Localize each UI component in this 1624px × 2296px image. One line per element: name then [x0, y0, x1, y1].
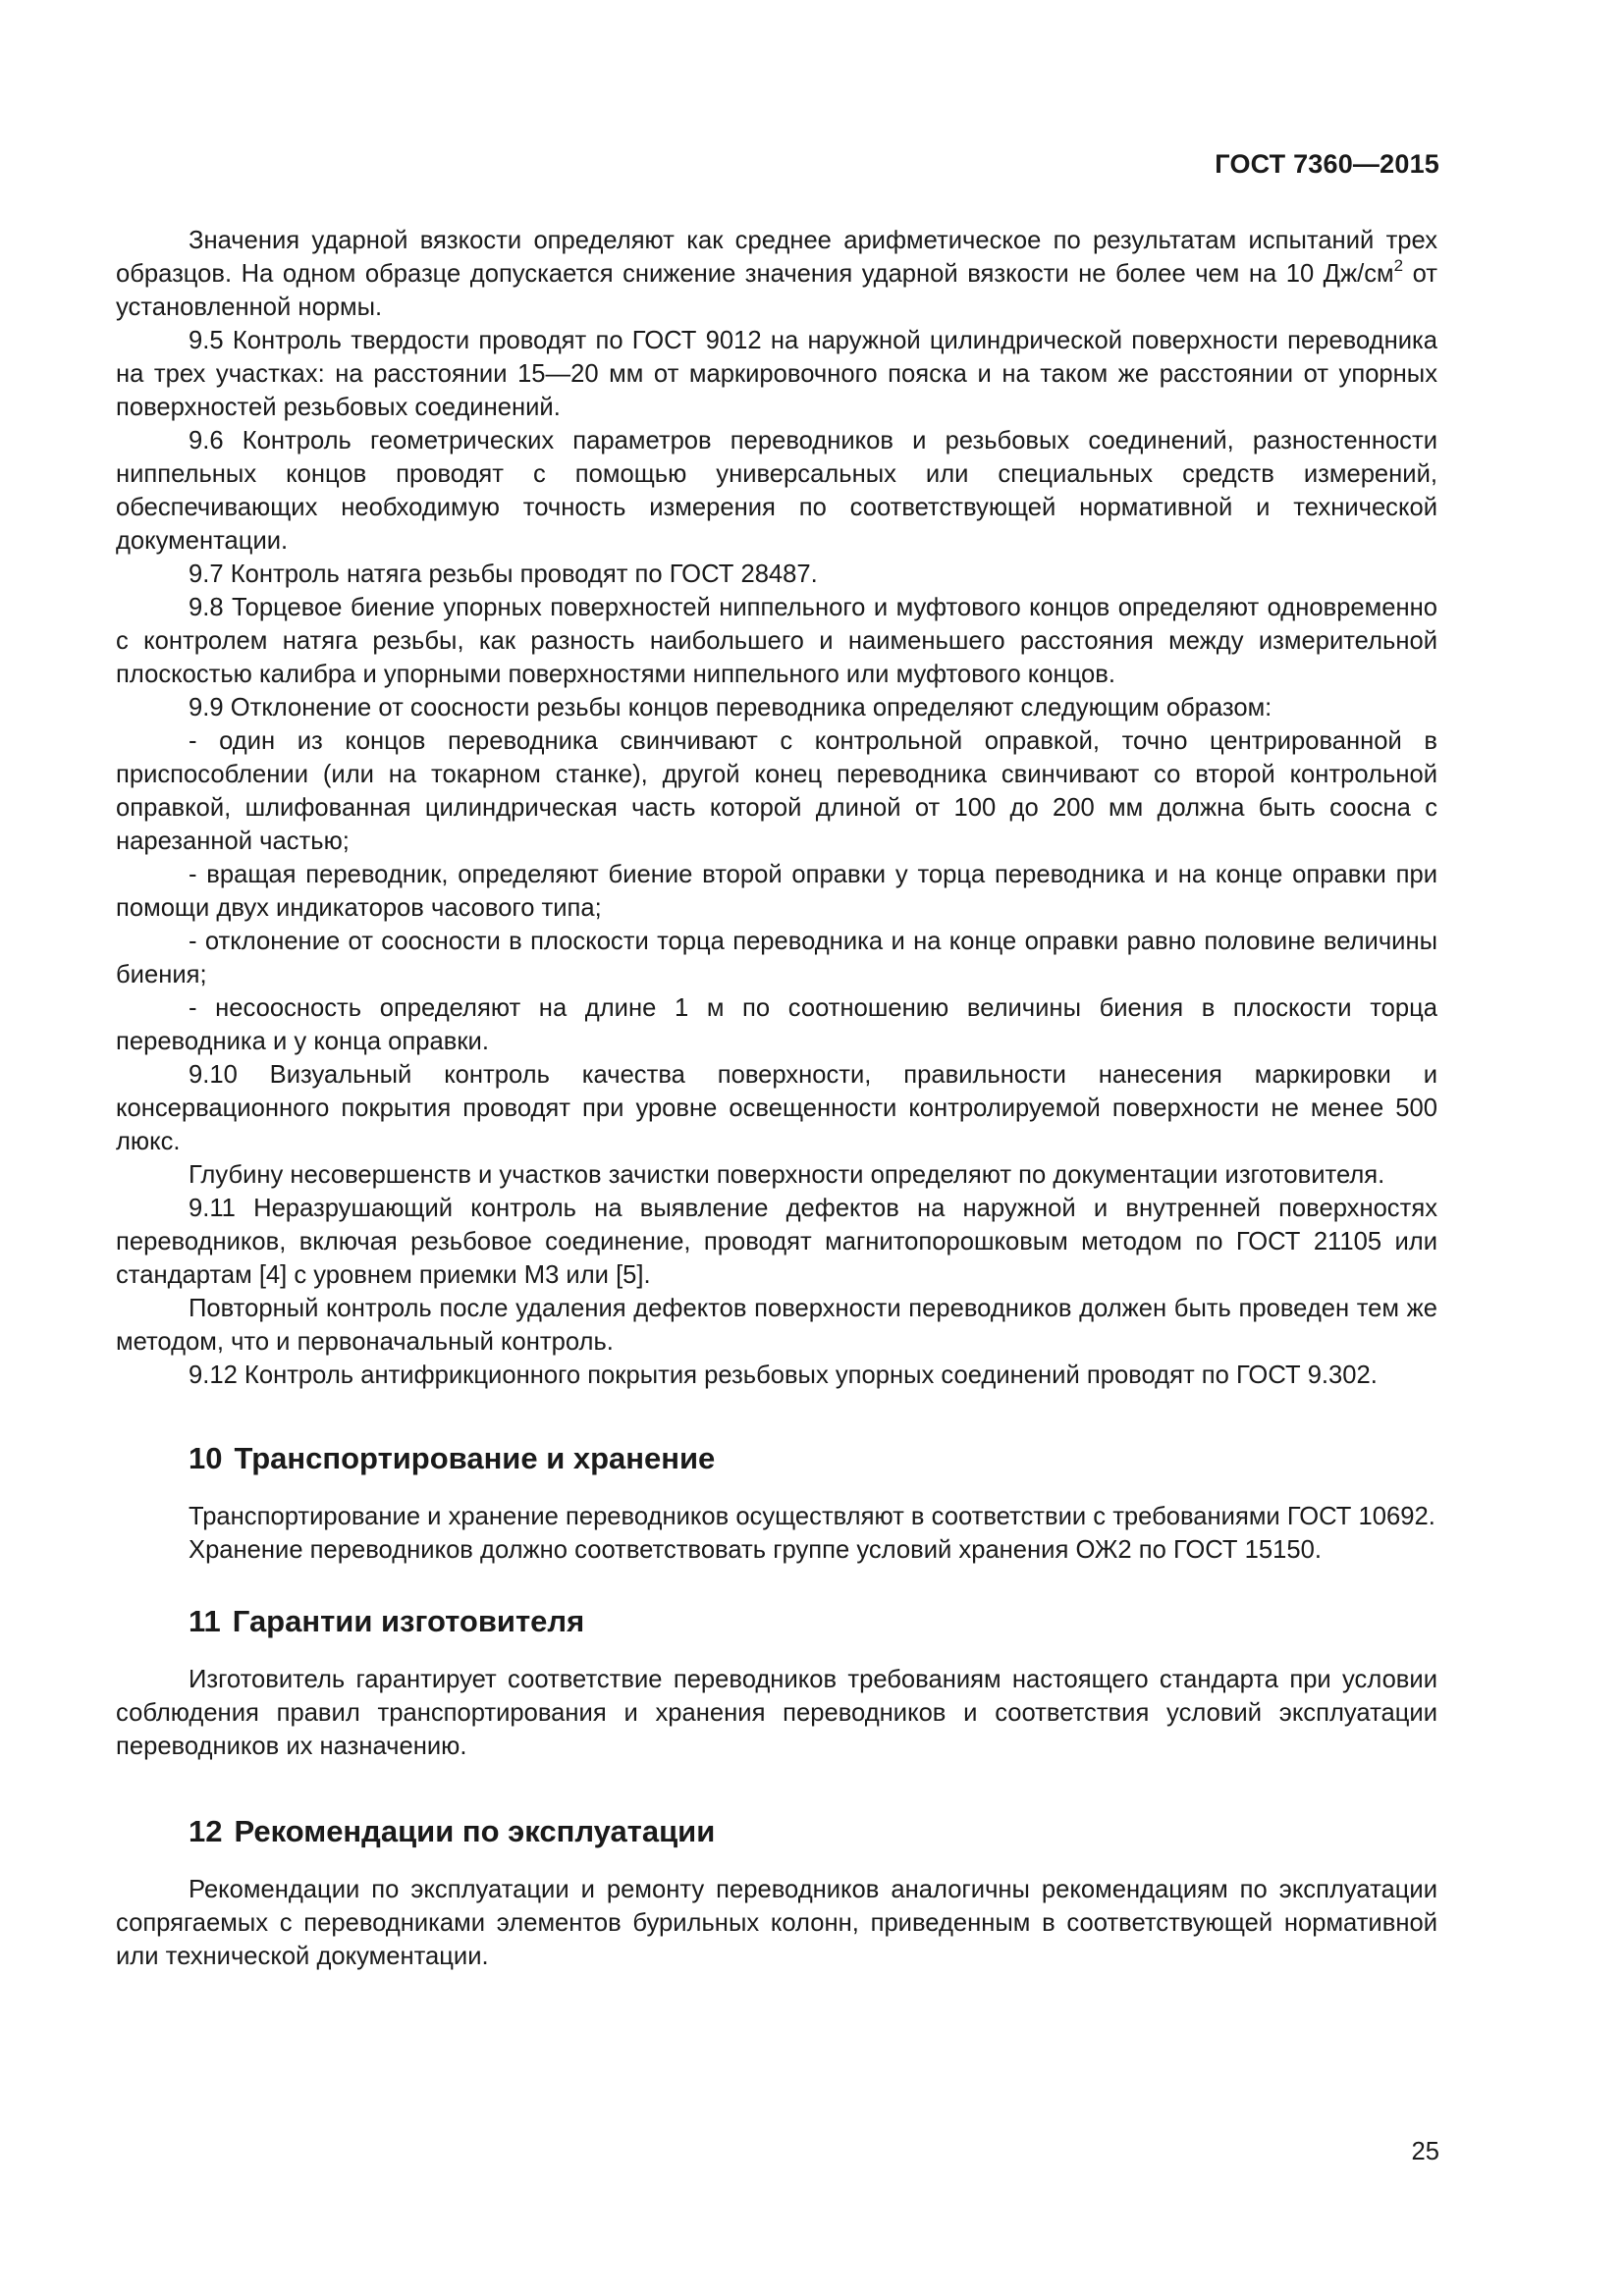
paragraph-9-5: 9.5 Контроль твердости проводят по ГОСТ 9012 на наружной цилиндрической поверхности переводника на трех участках: на расстоянии 15—20 мм от маркировочного пояска и на таком же расстоянии от упорных поверхностей резьбовых соединений. [116, 327, 1437, 421]
list-item: - один из концов переводника свинчивают с контрольной оправкой, точно центрированной в приспособлении (или на токарном станке), другой конец переводника свинчивают со второй контрольной оправкой, шлифованная цилиндрическая часть которой длиной от 100 до 200 мм должна быть соосна с нарезанной частью; [116, 727, 1437, 855]
section-10-paragraph: Транспортирование и хранение переводников осуществляют в соответствии с требованиями ГОСТ 10692. [189, 1503, 1435, 1530]
paragraph-text: от установленной нормы. [116, 260, 1437, 321]
section-title: Рекомендации по эксплуатации [234, 1814, 716, 1848]
paragraph-9-9: 9.9 Отклонение от соосности резьбы концов переводника определяют следующим образом: [189, 694, 1272, 721]
section-title: Транспортирование и хранение [234, 1441, 716, 1475]
paragraph-9-10: 9.10 Визуальный контроль качества поверхности, правильности нанесения маркировки и консервационного покрытия проводят при уровне освещенности контролируемой поверхности не менее 500 люкс. [116, 1061, 1437, 1155]
section-12-paragraph: Рекомендации по эксплуатации и ремонту переводников аналогичны рекомендациям по эксплуатации сопрягаемых с переводниками элементов бурильных колонн, приведенным в соответствующей нормативной или технической документации. [116, 1876, 1437, 1970]
paragraph-9-10-continued: Глубину несовершенств и участков зачистки поверхности определяют по документации изготовителя. [189, 1161, 1385, 1189]
section-heading-11 [116, 1602, 1437, 1641]
list-item: - вращая переводник, определяют биение второй оправки у торца переводника и на конце оправки при помощи двух индикаторов часового типа; [116, 861, 1437, 922]
paragraph-text: Значения ударной вязкости определяют как среднее арифметическое по результатам испытаний трех образцов. На одном образце допускается снижение значения ударной вязкости не более чем на 10 Дж/см [116, 227, 1437, 288]
superscript: 2 [1393, 256, 1404, 275]
paragraph-9-6: 9.6 Контроль геометрических параметров переводников и резьбовых соединений, разностенности ниппельных концов проводят с помощью универсальных или специальных средств измерений, обеспечивающих необходимую точность измерения по соответствующей нормативной и технической документации. [116, 427, 1437, 555]
document-code-header: ГОСТ 7360—2015 [1215, 149, 1439, 179]
section-heading-12 [116, 1812, 1437, 1851]
paragraph-9-7: 9.7 Контроль натяга резьбы проводят по ГОСТ 28487. [189, 561, 818, 588]
section-number: 11 [189, 1604, 221, 1638]
list-item: - несоосность определяют на длине 1 м по соотношению величины биения в плоскости торца переводника и у конца оправки. [116, 994, 1437, 1055]
section-heading-10 [116, 1439, 1437, 1478]
section-11-paragraph: Изготовитель гарантирует соответствие переводников требованиям настоящего стандарта при условии соблюдения правил транспортирования и хранения переводников и соответствия условий эксплуатации переводников их назначению. [116, 1666, 1437, 1760]
section-title: Гарантии изготовителя [232, 1604, 585, 1638]
page-number: 25 [1411, 2138, 1439, 2165]
section-number: 10 [189, 1441, 223, 1475]
paragraph-9-8: 9.8 Торцевое биение упорных поверхностей ниппельного и муфтового концов определяют одновременно с контролем натяга резьбы, как разность наибольшего и наименьшего расстояния между измерительной плоскостью калибра и упорными поверхностями ниппельного или муфтового концов. [116, 594, 1437, 688]
paragraph-9-11: 9.11 Неразрушающий контроль на выявление дефектов на наружной и внутренней поверхностях переводников, включая резьбовое соединение, проводят магнитопорошковым методом по ГОСТ 21105 или стандартам [4] с уровнем приемки М3 или [5]. [116, 1195, 1437, 1289]
section-10-paragraph: Хранение переводников должно соответствовать группе условий хранения ОЖ2 по ГОСТ 15150. [189, 1536, 1322, 1564]
paragraph-9-11-continued: Повторный контроль после удаления дефектов поверхности переводников должен быть проведен тем же методом, что и первоначальный контроль. [116, 1295, 1437, 1356]
page-body [116, 224, 1437, 1973]
paragraph-impact-strength [116, 224, 1437, 324]
list-item: - отклонение от соосности в плоскости торца переводника и на конце оправки равно половине величины биения; [116, 928, 1437, 988]
paragraph-9-12: 9.12 Контроль антифрикционного покрытия резьбовых упорных соединений проводят по ГОСТ 9.302. [189, 1362, 1378, 1389]
section-number: 12 [189, 1814, 223, 1848]
